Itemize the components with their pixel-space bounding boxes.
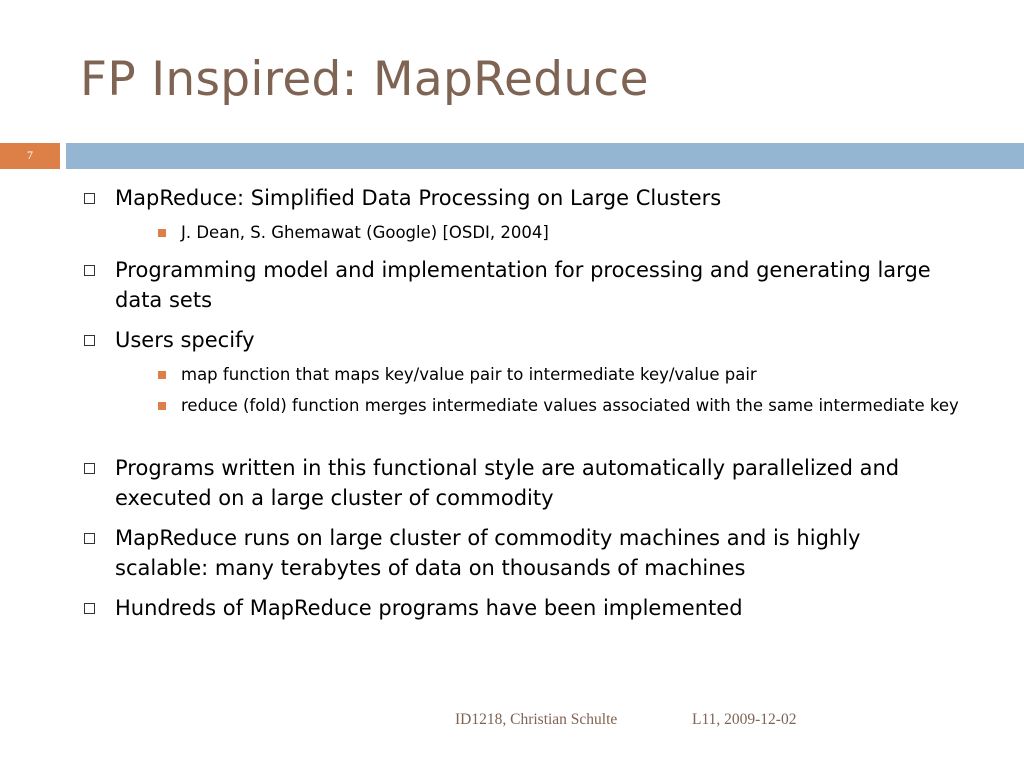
filled-square-icon (158, 229, 166, 237)
hollow-square-icon (84, 335, 95, 346)
hollow-square-icon (84, 463, 95, 474)
hollow-square-icon (84, 603, 95, 614)
sub-bullet-item: J. Dean, S. Ghemawat (Google) [OSDI, 2004] (181, 223, 549, 242)
bullet-item: Programs written in this functional style are automatically parallelized and executed on a large cluster of commodity (115, 456, 900, 510)
bullet-item: Hundreds of MapReduce programs have been implemented (115, 596, 743, 620)
bullet-item: Users specify (115, 328, 255, 352)
bullet-item: MapReduce: Simplified Data Processing on Large Clusters (115, 186, 722, 210)
sub-bullet-item: reduce (fold) function merges intermediate values associated with the same intermediate key (181, 396, 959, 415)
hollow-square-icon (84, 265, 95, 276)
filled-square-icon (158, 371, 166, 379)
footer-course-author: ID1218, Christian Schulte (455, 711, 618, 728)
hollow-square-icon (84, 193, 95, 204)
slide-number: 7 (27, 148, 33, 162)
footer-lecture-date: L11, 2009-12-02 (692, 711, 797, 728)
bullet-item: Programming model and implementation for processing and generating large data sets (115, 258, 931, 312)
filled-square-icon (158, 402, 166, 410)
sub-bullet-item: map function that maps key/value pair to intermediate key/value pair (181, 365, 757, 384)
hollow-square-icon (84, 533, 95, 544)
bullet-item: MapReduce runs on large cluster of commodity machines and is highly scalable: many terabytes of data on thousands of machines (115, 526, 861, 580)
slide-title: FP Inspired: MapReduce (80, 52, 649, 107)
